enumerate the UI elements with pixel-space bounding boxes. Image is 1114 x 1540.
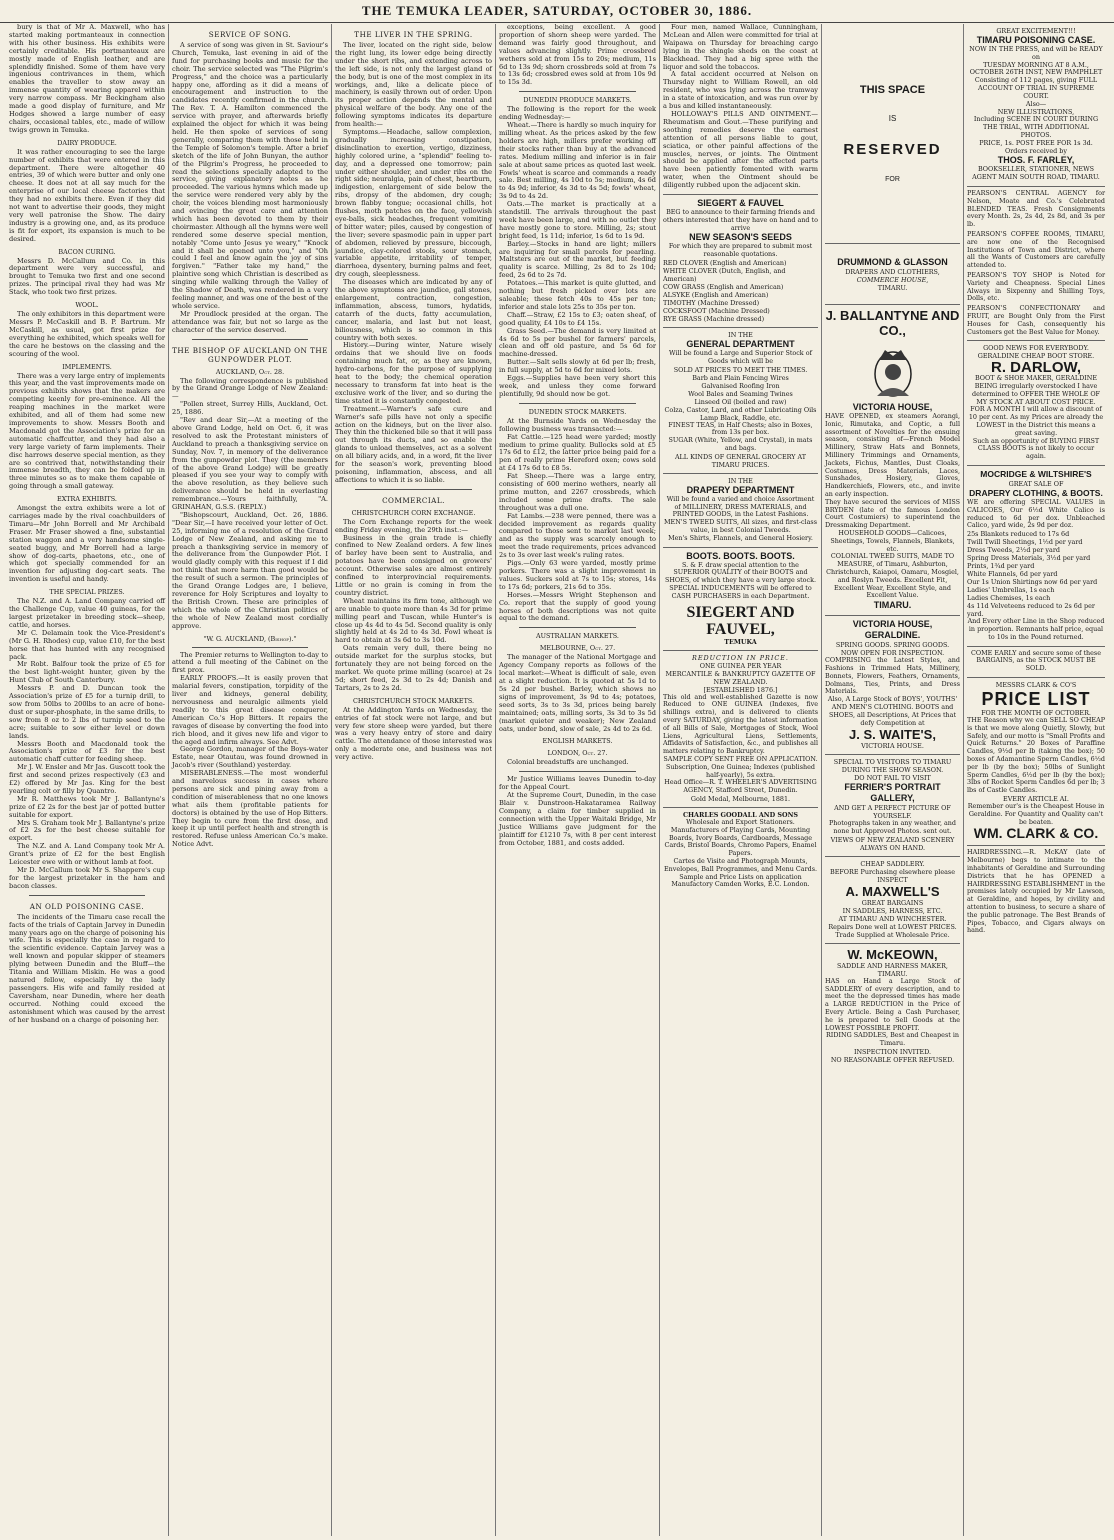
ad-text: COLONIAL TWEED SUITS, MADE TO MEASURE, of Timaru, Ashburton, Christchurch, Kaiapoi, Oamaru, Mosgiel, and Roslyn Tweeds. Excellent Fit, Excellent Wear, Excellent Style, and Excellent Value. [826,552,959,600]
queen-portrait-icon [863,340,923,400]
paragraph: Mr C. Delamain took the Vice-President's (Mr G. H. Rhodes) cup, value £10, for the best horse that has hunted with any recognised pack. [9,628,165,661]
ad-title: VICTORIA HOUSE, GERALDINE. [852,619,933,641]
paragraph: A service of song was given in St. Saviour's Church, Temuka, last evening in aid of the fund for purchasing books and music for the choir. The service selected was "The Pilgrim's Progress," and the choice was a particularly happy one, affording as it did a means of encouragement and instruction to the candidates recently confirmed in the church. The Rev. T. A. Hamilton commenced the service with prayer, and afterwards briefly explained the object for which it was being held. He then spoke of services of song generally, comparing them with those held in the Temple of Solomon's temple. After a brief sketch of the life of John Bunyan, the author of the Pilgrim's Progress, he proceeded to read the selections specially adapted to the service, giving explanatory notes as he proceeded. The various hymns which made up the service were rendered very ably by the choir, the voices blending most harmoniously and evincing the great care and attention which has been devoted to them by their choirmaster. Although all the hymns were well rendered some deserve special mention, notably "Come unto Jesus ye weary," "Knock and it shall be opened unto you," and "Oh could I feel and know again the joy of sins forgiven." "Father take my hand," the plaintive song which Christian is described as singing while walking through the Valley of the Shadow of Death, was rendered in a very feeling manner, and was one of the best of the whole service. [172,41,329,310]
ad-text: HOUSEHOLD GOODS—Calicoes, Sheetings, Towels, Flannels, Blankets, etc. [830,528,955,553]
ad-boots [663,548,818,651]
ad-poisoning-case-pamphlet [967,24,1105,187]
paragraph: George Gordon, manager of the Boys-water Estate, near Otautau, was found drowned in Jacob's river (Southland) yesterday. [172,745,328,770]
ad-text: TUESDAY MORNING AT 8 A.M., OCTOBER 26TH INST, NEW PAMPHLET [969,60,1103,77]
divider [519,403,636,404]
ad-text: Gold Medal, Melbourne, 1881. [690,794,791,803]
divider [519,627,636,628]
ad-come-early [967,647,1105,678]
ad-text: Photographs taken in any weather, and none but Approved Photos. sent out. [828,819,957,836]
column-2 [169,24,332,1536]
ad-text: COME EARLY and secure some of these BARGAINS, as the STOCK MUST BE SOLD. [971,648,1101,673]
ad-text: NOW IN THE PRESS, and will be READY on [969,45,1103,61]
article-title: AN OLD POISONING CASE. [29,901,145,911]
ad-text: Will be found a varied and choice Assortment of MILLINERY, DRESS MATERIALS, and PRINTED GOODS, in the Latest Fashions. [666,494,815,519]
ad-text: S. & F. draw special attention to the SUPERIOR QUALITY of their BOOTS and SHOES, of which they have a very large stock. [664,560,817,585]
ad-text: Also, A Large Stock of BOYS', YOUTHS' AND MEN'S CLOTHING. BOOTS and SHOES, all Descriptions, At Prices that defy Competition at [827,695,958,727]
section-heading: BACON CURING. [58,247,116,256]
paragraph: The N.Z. and A. Land Company took Mr A. Grant's prize of £2 for the best English Leicester ewe with or without lamb at foot. [9,842,165,867]
ad-text: AT TIMARU AND WINCHESTER. [838,914,947,923]
divider [192,647,308,648]
ad-list-item: Our 1s Union Shirtings now 6d per yard [967,578,1098,587]
ad-heading: NEW SEASON'S SEEDS [689,232,792,243]
ad-text: [ESTABLISHED 1876.] [703,685,778,694]
ad-text: HAS on Hand a Large Stock of SADDLERY of every description, and to meet the the depressed times has made a LARGE REDUCTION in the Price of Every Article. Being a Cash Purchaser, he is prepared to Sell Goods at the LOWEST POSSIBLE PROFIT. [825,976,960,1032]
ad-text: Repairs Done well at LOWEST PRICES. [828,922,957,931]
ad-text: ONE GUINEA PER YEAR [699,661,782,670]
ad-victoria-house-geraldine [825,616,960,755]
paragraph: Amongst the extra exhibits were a lot of carriages made by the rival coachbuilders of Timaru—Mr John Borrell and Mr Archibald Fraser. Mr Fraser showed a fine, substantial station waggon and a very handsome single-seated buggy, and Mr Borrell had a large show of dog-carts, phaetons, etc., one of which got specially commended for an invention for adjusting dog-cart seats. The invention is useful and handy. [9,504,165,584]
ad-list-item: WHITE CLOVER (Dutch, English, and American) [663,267,786,284]
paragraph: Wheat.—There is hardly so much inquiry for milling wheat. As the prices asked by the few holders are high, millers prefer working off their stocks rather than buy at the advanced rates. Medium milling and inferior is in fair sale at about same prices as quoted last week. Fowls' wheat is scarce and commands a ready sale. Best milling, 4s 10d to 5s; medium, 4s 6d to 4s 9d; inferior, 4s 3d to 4s 5d; fowls' wheat, 3s 9d to 4s 2d. [499,121,656,201]
ad-pearsons [967,187,1105,341]
ad-text: BEFORE Purchasing elsewhere please INSPECT [830,867,955,884]
ad-title: PRICE LIST [981,689,1091,710]
ad-text: Cartes de Visite and Photograph Mounts, Envelopes, Ball Programmes, and Menu Cards. [663,856,818,873]
paragraph: MISERABLENESS.—The most wonderful and marvelous success in cases where persons are sick and pining away from a condition of miserableness that no one knows what ails them (profitable patients for doctors) is obtained by the use of Hop Bitters. They begin to cure from the first dose, and keep it up until perfect health and strength is restored. Refuse unless American Co.'s make. Notice Advt. [172,769,328,849]
ad-hairdressing [967,846,1105,939]
ad-heading: VICTORIA HOUSE, [852,402,933,412]
ad-list-item: Lamp Black, Raddle, etc. [699,413,782,422]
section-heading: DAIRY PRODUCE. [57,138,117,147]
divider [29,895,145,896]
column-1 [6,24,169,1536]
ad-title: SIEGERT AND FAUVEL, [686,603,795,638]
ad-text: COMMERCE HOUSE, [856,276,929,284]
column-6 [822,24,964,1536]
paragraph: Horses.—Messrs Wright Stephenson and Co. report that the supply of good young horses of both descriptions was not quite equal to the demand. [499,590,656,623]
ad-list-item: RED CLOVER (English and American) [663,259,787,268]
divider [519,771,636,772]
paragraph: Pigs.—Only 63 were yarded, mostly prime porkers. There was a slight improvement in values. Suckers sold at 7s to 15s; stores, 14s to 17s 6d; porkers, 21s 6d to 35s. [499,559,656,591]
ad-text: RIDING SADDLES, Best and Cheapest in Timaru. [826,1031,959,1048]
paragraph: Barley.—Stocks in hand are light; millers are inquiring for small parcels for pearling. Maltsters are out of the market, but feeding quality is scarce. Milling, 2s 8d to 2s 10d; feed, 2s 6d to 2s 7d. [499,239,656,280]
ad-text: Subscription, One Guinea; Indexes (published half-yearly), 5s extra. [666,762,815,779]
ad-list-item: Spring Dress Materials, 3½d per yard [967,554,1091,563]
ad-text: Manufactory Camden Works, E.C. London. [671,880,810,889]
ad-text: TIMARU. [873,600,912,611]
ad-text: This old and well-established Gazette is now Reduced to ONE GUINEA (Indexes, five shillings extra), and is delivered to clients every SATURDAY, giving the latest information of all Bills of Sale, Mortgages of Stock, Wool Liens, Agricultural Liens, Settlements, Affidavits of Satisfaction, &c., and publishes all matters relating to Bankruptcy. [663,692,818,756]
ad-text: MEN'S TWEED SUITS, All sizes, and first-class value, in best Colonial Tweeds. [664,518,817,534]
ad-title: FERRIER'S PORTRAIT GALLERY, [844,782,941,804]
column-5 [660,24,822,1536]
paragraph: Butter.—Salt sells slowly at 6d per lb; fresh, in full supply, at 5d to 6d for mixed lots. [499,358,656,375]
ad-ballantyne [825,305,960,616]
paragraph: Symptoms.—Headache, sallow complexion, gradually increasing constipation, disinclination to exertion, vertigo, dizziness, highly colored urine, a "splendid" feeling to-day, and a depressed one tomorrow; pain under either shoulder, and under ribs on the right side; neuralgia, pain of chest, heartburn, indigestion, enlargement of side below the ribs, dropsy of the abdomen, dry cough; brown flabby tongue; occasional chills, hot flushes, moth patches on the face, yellowish eye-balls, sick headaches, frequent vomiting of bitter water; piles, caused by congestion of the liver; severe spasmodic pain in upper part of abdomen, relieved by pressure, biccough, jaundice, clay-colored stools, sour stomach, variable appetite, irritability of temper, diarrhoea, dysentery, burning palms and feet, dry cough, sleeplessness. [335,127,492,279]
ad-text: BOOT & SHOE MAKER, GERALDINE [974,374,1097,383]
paragraph: HOLLOWAY'S PILLS AND OINTMENT.—Rheumatism and Gout.—These purifying and soothing remedies deserve the earnest attention of all persons liable to gout, sciatica, or other painful affections of the muscles, nerves, or joints. The Ointment should be applied after the affected parts have been patiently fomented with warm water, when the Ointment should be diligently rubbed upon the adjacent skin. [663,109,818,190]
dateline: LONDON, Oct. 27. [547,749,608,758]
ad-darlow [967,341,1105,466]
ad-text: PEARSON'S TOY SHOP is Noted for Variety and Cheapness. Special Lines Always in Sixpenny and Shilling Toys, Dolls, etc. [967,270,1105,303]
ad-text: NOW OPEN FOR INSPECTION. [840,649,945,658]
ad-list-item: Twill Twill Sheetings, 1½d per yard [967,538,1083,547]
ad-text: Including SCENE IN COURT DURING THE TRIAL, WITH ADDITIONAL PHOTOS. [973,115,1099,139]
paragraph: Colonial breadstuffs are unchanged. [507,758,629,767]
paragraph: Fat Sheep.—There was a large entry, consisting of 600 merino wethers, nearly all prime mutton, and 2267 crossbreds, which included some prime drafts. The sale throughout was a dull one. [499,472,656,512]
ad-list-item: COW GRASS (English and American) [663,283,784,292]
ad-list-item: TIMOTHY (Machine Dressed) [663,299,760,308]
reserved-line: FOR [885,176,900,183]
paragraph: The liver, located on the right side, below the right lung, its lower edge being directly under the short ribs, and extending across to the left side, is not only the largest gland of the body, but is one of the most complex in its workings, and, like a delicate piece of machinery, is easily thrown out of order. Upon its proper action depends the mental and physical welfare of the body. Any one of the following symptoms indicates its departure from health:— [335,41,492,129]
section-heading: CHRISTCHURCH CORN EXCHANGE. [351,508,476,517]
paragraph: The manager of the National Mortgage and Agency Company reports as follows of the local market:—Wheat is difficult of sale, even at a slight reduction. It is quoted at 5s 1d to 5s 2d per bushel. Barley, which shows no signs of improvement, 3s 9d to 4s; potatoes, seed sorts, 3s to 3s 3d, prices being barely maintained; oats, milling sorts, 3s 3d to 3s 5d (market quieter and weaker); New Zealand oats, under bond, slow of sale, 2s 4d to 2s 6d. [499,653,656,733]
ad-text: IN THE [728,476,753,485]
paragraph: Four men, named Wallace, Cunningham, McLean and Allen were committed for trial at Waipawa on Thursday for breaching cargo lying in the shingle sheds on the coast at Blackhead. They had a big spree with the liquor and sold the tobaccos. [663,24,818,71]
paragraph: Mr D. McCallum took Mr S. Shappere's cup for the largest prizetaker in the ham and bacon classes. [9,866,165,890]
ad-text: NO REASONABLE OFFER REFUSED. [830,1056,955,1065]
paragraph: Messrs Booth and Macdonald took the Association's prize of £3 for the best automatic chaff cutter for feeding sheep. [9,739,165,764]
ad-text: TEMUKA [724,637,757,646]
section-heading: THE SPECIAL PRIZES. [49,588,125,597]
ad-list-item: Galvanised Roofing Iron [701,381,780,390]
ad-title: DRUMMOND & GLASSON [837,257,948,267]
ad-text: SPECIAL INDUCEMENTS will be offered to CASH PURCHASERS in each Department. [669,583,812,600]
article-title: THE BISHOP OF AUCKLAND ON THE GUNPOWDER PLOT. [172,345,328,364]
ad-list-item: Prints, 1¾d per yard [967,562,1035,571]
ad-text: SOLD AT PRICES TO MEET THE TIMES. [673,365,808,374]
ad-text: BEG to announce to their farming friends and others interested that they have on hand and to arrive [663,208,818,232]
ad-title: CHARLES GOODALL AND SONS [682,810,799,819]
paragraph: Eggs.—Supplies have been very short this week, and unless they come forward plentifully, 9d should now be got. [499,374,656,398]
ad-heading: MESSRS CLARK & CO'S [995,681,1077,690]
ad-text: DO NOT FAIL TO VISIT [854,774,931,783]
paragraph: The following is the report for the week ending Wednesday:— [499,105,656,122]
ad-goodall [663,808,818,893]
ad-text: Will be found a Large and Superior Stock of Goods which will be [669,349,812,365]
paragraph: The Corn Exchange reports for the week ending Friday evening, the 29th inst.:— [335,517,492,534]
ad-list-item: ALSYKE (English and American) [663,291,769,300]
ad-text: NEW ILLUSTRATIONS, [997,108,1075,117]
paragraph: Oats.—The market is practically at a standstill. The arrivals throughout the past week have been large, and with no outlet they have mostly gone to store. Milling, 2s; stout bright feed, 1s 11d; inferior, 1s 6d to 1s 9d. [499,200,656,240]
paragraph: The following correspondence is published by the Grand Orange Lodge of New Zealand:— [172,376,328,401]
ad-text: And Every other Line in the Shop reduced in proportion. Remnants half price, equal to 10s in the Pound returned. [967,617,1105,641]
ad-list-item: White Flannels, 6d per yard [967,570,1058,579]
column-4 [496,24,660,1536]
paragraph: The Premier returns to Wellington to-day to attend a full meeting of the Cabinet on the first prox. [172,650,328,675]
ad-text: SUGAR (White, Yellow, and Crystal), in mats and bags. [668,436,813,452]
paragraph: Fat Lambs.—238 were penned, there was a decided improvement as regards quality compared to those sent to market last week; and as the supply was scarcely enough to meet the trade requirements, prices advanced 2s to 3s over last week's ruling rates. [499,511,656,560]
ad-text: SAMPLE COPY SENT FREE ON APPLICATION. [663,754,818,763]
paragraph: Mr Proudlock presided at the organ. The attendance was fair, but not so large as the character of the service deserved. [172,309,328,334]
ad-text: Consisting of 112 pages, giving FULL ACCOUNT OF TRIAL IN SUPREME COURT. [974,76,1098,100]
paragraph: Potatoes.—This market is quite glutted, and nothing but fresh picked over lots are saleable; these fetch 40s to 45s per ton; inferior and stale lots 25s to 35s per ton. [499,279,656,311]
dateline: AUCKLAND, Oct. 28. [215,367,285,376]
reserved-line: IS [888,114,897,123]
ad-cheap-saddlery [825,857,960,944]
ad-text: PEARSON'S COFFEE ROOMS, TIMARU, are now one of the Recognised Institutions of Town and District, where all the Wants of Customers are carefully attended to. [967,229,1105,270]
ad-mckeown [825,944,960,1068]
section-heading: AUSTRALIAN MARKETS. [536,632,619,641]
ad-title: SIEGERT & FAUVEL [697,198,784,209]
ad-ferrier-gallery [825,755,960,857]
paragraph: Mr Justice Williams leaves Dunedin to-day for the Appeal Court. [499,775,656,792]
paragraph: The only exhibitors in this department were Messrs P. McCaskill and B. P. Bartrum. Mr McCaskill, as usual, got first prize for everything he exhibited, which speaks well for the care he bestows on the classing and the scouring of the wool. [9,310,165,358]
paragraph: Mr R. Matthews took Mr J. Ballantyne's prize of £2 2s for the best jar of potted butter suitable for export. [9,794,165,819]
paragraph: It was rather encouraging to see the large number of exhibits that were entered in this department. There were altogether 40 entries, 39 of which were butter and only one cheese. It does not at all say much for the enterprise of our local cheese factories that they had no exhibits there. Even if they did not want to advertise their goods, they might very well patronise the Show. The dairy industry is a growing one, and, as its produce is fit for export, its expansion is much to be desired. [9,147,165,243]
ad-drapery-department [663,474,818,548]
ad-text: BEING irregularly overstocked I have determined to OFFER THE WHOLE OF MY STOCK AT ABOUT COST PRICE. [972,382,1100,406]
ad-text: PEARSON'S CENTRAL AGENCY for Nelson, Moate and Co.'s Celebrated BLENDED TEAS. Fresh Consignments every Month. 2s, 2s 4d, 2s 8d, and 3s per lb. [967,188,1105,229]
column-3 [332,24,496,1536]
ad-text: IN THE [728,331,753,340]
ad-text: For which they are prepared to submit most reasonable quotations. [668,242,813,259]
ad-text: They have secured the services of MISS BRYDEN (late of the famous London Court Costumiers) to superintend the Dressmaking Department. [825,497,960,530]
ad-text: PRICE, 1s. POST FREE FOR 1s 3d. [979,138,1093,147]
ad-text: EVERY ARTICLE AI. [1003,795,1069,803]
ad-title: J. S. WAITE'S, [849,727,936,743]
ad-list-item: COCKSFOOT (Machine Dressed) [663,307,770,316]
ad-list-item: Dress Tweeds, 2½d per yard [967,546,1060,555]
ad-text: Sample and Price Lists on application [679,872,802,881]
ad-text: ALL KINDS OF GENERAL GROCERY AT TIMARU PRICES. [674,452,807,469]
paragraph: exceptions, being excellent. A good proportion of shorn sheep were yarded. The demand was fairly good throughout, and values advancing slightly. Prime crossbred wethers sold at from 15s to 20s; medium, 11s 6d to 13s 9d; shorn crossbreds sold at from 7s to 13s 6d; crossbred ewes sold at from 10s 9d to 15s 3d. [499,24,656,87]
ad-siegert-seeds [663,194,818,328]
ad-list-item: Barb and Plain Fencing Wires [692,373,789,382]
paragraph: The N.Z. and A. Land Company carried off the Challenge Cup, value 40 guineas, for the largest prizetaker in breeding stock—sheep, cattle, and horses. [9,597,165,629]
newspaper-page [6,24,1108,1536]
ad-text: FOR THE MONTH OF OCTOBER. [981,709,1091,718]
ad-list-item: 4s 11d Velveteens reduced to 2s 6d per yard. [967,602,1095,619]
ad-text: IN SADDLES, HARNESS, ETC. [842,906,943,915]
ad-text: TIMARU. [877,284,908,292]
ad-text: WE are offering SPECIAL VALUES in CALICOES, Our 6½d White Calico is reduced to 6d per dox. Unbleached Calico, yard wide, 2s 9d per doz. [967,498,1105,530]
ad-text: BOOKSELLER, STATIONER, NEWS AGENT MAIN SOUTH ROAD, TIMARU. [972,165,1100,182]
paragraph: Mr Robt. Balfour took the prize of £5 for the best light-weight hunter, given by the Hunt Club of South Canterbury. [9,660,165,685]
ad-text: VIEWS OF NEW ZEALAND SCENERY ALWAYS ON HAND. [830,835,955,852]
ad-text: THE Reason why we can SELL SO CHEAP is that we move along Quietly, Slowly, but Safely, and our motto is "Small Profits and Quick Returns." 20 Boxes of Paraffine Candles, 9½d per lb (taking the box); 50 boxes of Adamantine Sperm Candles, 6½d per lb (by the box); 50lbs of Sunlight Sperm Candles, 6½d per lb (by the box); 3lbs of Rocket Sperm Candles 6d per lb; 3 lbs of Castle Candles. [967,716,1105,795]
paragraph: History.—During winter, Nature wisely ordains that we should live on foods containing much fat, or, as they are known, hydro-carbons, for the purpose of supplying heat to the body; the chemical operation necessary to transform fat into heat is the exclusive work of the liver, and so during the time stated it is constantly congested. [335,341,492,405]
ad-list-item: 25s Blankets reduced to 17s 6d [967,530,1070,539]
paragraph: Oats remain very dull, there being no outside market for the surplus stocks, but fortunately they are not being forced on the market. We quote prime milling (scarce) at 2s 5d; short feed, 2s 3d to 2s 4d; Danish and Tartars, 2s to 2s 2d. [335,644,492,692]
section-heading: DUNEDIN STOCK MARKETS. [528,407,627,416]
paragraph: The incidents of the Timaru case recall the facts of the trials of Captain Jarvey in Dunedin many years ago on the charge of poisoning his wife. This is especially the case in regard to the scientific evidence. Captain Jarvey was a well known and popular skipper of steamers plying between Dunedin and the Bluff—the Titania and William Miskin. He was a good natured fellow, especially by the lady passengers. His wife and family resided at Caversham, near Dunedin, where her death occurred. Nothing could exceed the astonishment which was caused by the arrest of her husband on a charge of poisoning her. [9,912,165,1024]
section-title: COMMERCIAL. [382,495,445,505]
ad-heading: GENERAL DEPARTMENT [686,339,795,350]
ad-text: HAVE OPENED, ex steamers Aorangi, Ionic, Rimutaka, and Coptic, a full assortment of Novelties for the ensuing season, consisting of—French Model Millinery, Straw Hats and Bonnets, Millinery Trimmings and Ornaments, Jackets, Fichus, Mantles, Dust Cloaks, Costumes, Dress Materials, Laces, Sunshades, Hosiery, Gloves, Handkerchiefs, Flowers, etc., and invite an early inspection. [825,412,960,498]
paragraph: EARLY PROOFS.—It is easily proven that malarial fevers, constipation, torpidity of the liver and kidneys, general debility, nervousness and neuralgic ailments yield readily to this great disease conqueror, American Co.'s Hop Bitters. It repairs the ravages of disease by converting the food into rich blood, and it gives new life and vigor to the aged and infirm always. See Advt. [172,674,328,746]
ad-heading: GERALDINE CHEAP BOOT STORE. [977,352,1095,361]
section-heading: WOOL. [75,301,99,310]
ad-title: TIMARU POISONING CASE. [976,35,1096,45]
signature: "W. G. AUCKLAND, (Bishop)." [203,634,297,643]
ad-mercantile-gazette [663,651,818,808]
paragraph: Chaff.—Straw, £2 15s to £3; oaten sheaf, of good quality, £4 10s to £4 15s. [499,310,656,327]
article-title: SERVICE OF SONG. [208,30,292,39]
ad-text: Trade Supplied at Wholesale Price. [835,930,950,939]
paragraph: At the Supreme Court, Dunedin, in the case Blair v. Dunstroon-Hakataramea Railway Company, a claim for timber supplied in connection with the Upper Waitaki Bridge, Mr Justice Williams gave judgment for the plaintiff for £1210 7s, with 8 per cent interest from October, 1881, and costs added. [499,791,656,847]
ad-text: GREAT BARGAINS [861,898,924,907]
ad-text: Men's Shirts, Flannels, and General Hosiery. [668,533,813,542]
ad-text: Head Office—R. T. WHEELER'S ADVERTISING AGENCY, Stafford Street, Dunedin. [664,778,817,795]
ad-list-item: Ladies Chemises, 1s each [967,594,1051,603]
paragraph: Fat Cattle.—125 head were yarded; mostly medium to prime quality. Bullocks sold at £5 17s 6d to £12, the latter price being paid for a pen of really prime Hereford oxen; cows sold at £4 17s 6d to £8 5s. [499,432,656,473]
ad-text: GREAT SALE OF [1008,480,1064,489]
paragraph: Messrs D. McCallum and Co. in this department were very successful, and brought to Temuka two first and one second prizes. The principal rival they had was Mr Stack, who took two first prizes. [9,256,165,297]
paragraph: Business in the grain trade is chiefly confined to New Zealand orders. A few lines of barley have been sent to Australia, and potatoes have been consigned on growers' account. Otherwise sales are almost entirely confined to interprovincial requirements. Little or no grain is coming in from the country district. [335,533,492,597]
ad-reserved-space [825,24,960,244]
divider [519,91,636,92]
ad-heading: REDUCTION IN PRICE. [692,653,789,662]
section-heading: CHRISTCHURCH STOCK MARKETS. [352,696,475,705]
paragraph: Mr J. W. Ensler and Mr Jas. Guscott took the first and second prizes respectively (£3 and £2) offered by Mr Jas. King for the best yearling colt or filly by Quantro. [9,763,165,795]
ad-list-item: Ladies' Umbrellas, 1s each [967,586,1055,595]
ad-title: W. McKEOWN, [847,946,938,962]
ad-title: R. DARLOW, [991,359,1081,377]
ad-text: INSPECTION INVITED. [853,1048,932,1057]
ad-heading: GOOD NEWS FOR EVERYBODY. [983,344,1089,353]
ad-text: AND GET A PERFECT PICTURE OF YOURSELF. [834,804,951,821]
ad-title: MOCRIDGE & WILTSHIRE'S [980,469,1092,480]
ad-text: SADDLE AND HARNESS MAKER, TIMARU. [837,961,948,978]
ad-title: J. BALLANTYNE AND CO., [825,308,960,338]
ad-title: WM. CLARK & CO. [973,825,1099,842]
dateline: MELBOURNE, Oct. 27. [539,644,616,653]
ad-text: SPRING GOODS. SPRING GOODS. [835,641,950,650]
section-heading: IMPLEMENTS. [62,362,112,371]
ad-drummond-glasson [825,244,960,305]
divider [192,339,308,340]
ad-general-department [663,328,818,474]
paragraph: Grass Seed.—The demand is very limited at 4s 6d to 5s per bushel for farmers' parcels, clean and off old pasture, and 5s 6d for machine-dressed. [499,326,656,359]
column-7 [964,24,1108,1536]
paragraph: Wheat maintains its firm tone, although we are unable to quote more than 4s 3d for prime milling pearl and Tuscan, while Hunter's is close up 4s 4d to 4s 5d. Second quality is only slightly held at 4s 2d to 4s 3d. Fowl wheat is hard to obtain at 3s 6d to 3s 10d. [335,596,492,645]
ad-text: VICTORIA HOUSE. [861,742,924,751]
paragraph: "Pollen street, Surrey Hills, Auckland, Oct. 25, 1886. [172,400,328,417]
ad-text: Such an opportunity of BUYING FIRST CLASS BOOTS is not likely to occur again. [972,436,1100,461]
divider [355,489,472,490]
paragraph: At the Addington Yards on Wednesday, the entries of fat stock were not large, and but very few store sheep were yarded, but there was a very heavy entry of store and dairy cattle. The attendance of those interested was only a moderate one, and business was not very active. [335,705,492,762]
ad-text: DRAPERS AND CLOTHIERS, [845,268,940,276]
ad-heading: DRAPERY CLOTHING, & BOOTS. [969,488,1103,499]
paragraph: "Rev and dear Sir,—At a meeting of the above Grand Lodge, held on Oct. 6, it was resolved to ask the Protestant ministers of Auckland to preach a thanksgiving service on Sunday, Nov. 7, in memory of the deliverance from the gunpowder plot. They (the members of the above Grand Lodge) will be greatly pleased if you see your way to comply with the above resolution, as they believe such deliverance should be held in everlasting remembrance.—Yours faithfully, "A. GRINAHAN, G.S.S. (REPLY.) [172,416,328,512]
ad-text: Orders received by [1005,146,1067,155]
ad-list-item: Linseed Oil (boiled and raw) [694,397,787,406]
paragraph: Mrs S. Graham took Mr J. Ballantyne's prize of £2 2s for the best cheese suitable for export. [9,818,165,843]
ad-clark-price-list [967,678,1105,846]
ad-list-item: RYE GRASS (Machine dressed) [663,315,765,324]
ad-mocridge-wiltshire [967,466,1105,647]
ad-list-item: Wool Bales and Seaming Twines [688,389,793,398]
ad-text: HAIRDRESSING.—R. McKAY (late of Melbourne) begs to intimate to the inhabitants of Geraldine and Surrounding Districts that he has OPENED a HAIRDRESSING ESTABLISHMENT in the premises lately occupied by Mr Lawson, at Geraldine, and hopes, by civility and attention to business, to secure a share of the public patronage. The Best Brands of Pipes, Tobacco, and Cigars always on hand. [967,848,1105,935]
paragraph: At the Burnside Yards on Wednesday the following business was transacted:— [499,416,656,433]
ad-text: FOR A MONTH I will allow a discount of 10 per cent. As my Prices are already the LOWEST in the District this means a great saving. [968,405,1104,437]
ad-title: THOS. F. FARLEY, [997,155,1075,166]
ad-heading: GREAT EXCITEMENT!!! [996,27,1076,35]
paragraph: There was a very large entry of implements this year, and the vast improvements made on previous exhibits shows that the makers are competing keenly for pre-eminence. All the reaping machines in the market were exhibited, and all of them had some new improvements to show. Messrs Booth and Macdonald got the Association's prize for an automatic chaffcutter, and they had also a very large variety of farm implements. Their disc harrows deserve special mention, as they are so contrived that, notwithstanding their immense breadth, they can be folded up in three minutes so as to make them capable of going through a small gateway. [9,371,165,491]
ad-text: Remember our's is the Cheapest House in Geraldine. For Quantity and Quality can't be beaten. [967,802,1105,826]
section-heading: EXTRA EXHIBITS. [57,495,117,504]
ad-list-item: Colza, Castor, Lard, and other Lubricating Oils [664,405,817,414]
article-title: THE LIVER IN THE SPRING. [354,30,473,39]
ad-heading: BOOTS. BOOTS. BOOTS. [686,550,795,561]
reserved-line: THIS SPACE [859,84,926,96]
ad-heading: DRAPERY DEPARTMENT [686,484,795,495]
ad-text: Also— [1025,99,1047,108]
ad-text: COMPRISING the Latest Styles, and Fashions in Trimmed Hats, Millinery, Bonnets, Flowers, Feathers, Ornaments, Dolmans, Ties, Prints, and Dress Materials. [825,656,960,696]
ad-text: MERCANTILE & BANKRUPTCY GAZETTE OF NEW ZEALAND. [665,669,816,686]
paragraph: The diseases which are indicated by any of the above symptoms are jaundice, gall stones, enlargement, contraction, congestion, inflammation, abscess, tumors, hydatids, catarrh of the ducts, fatty accumulation, cancer, malaria, and last but not least, biliousness, which is so common in this country with both sexes. [335,278,492,342]
section-heading: ENGLISH MARKETS. [542,737,613,746]
paragraph: "Bishopscourt, Auckland, Oct. 26, 1886. "Dear Sir,—I have received your letter of Oct. 25, informing me of a resolution of the Grand Lodge of New Zealand, and asking me to preach a thanksgiving service in memory of the deliverance from the Gunpowder Plot. I would gladly comply with this request if I did not think that more harm than good would be the result of such a sermon. The principles of the Grand Orange Lodges are, I believe, reverence for Holy Scriptures and loyalty to the British Crown. These are principles of which the whole of the Christian politics of the whole of New Zealand most cordially approve. [172,510,328,630]
ad-text: FINEST TEAS, in Half Chests; also in Boxes, from 13s per box. [668,420,813,437]
paragraph: Messrs P. and D. Duncan took the Association's prize of £5 for a turnip drill, to sow from 50lbs to 200lbs to an acre of bone-dust or super-phosphate, in the same drills, to sow from 8 oz to 2 lbs of turnip seed to the acre; suitable to sow either level or down lands. [9,684,165,740]
section-heading: DUNEDIN PRODUCE MARKETS. [523,96,632,105]
ad-heading: CHEAP SADDLERY. [860,859,925,868]
ad-text: PEARSON'S CONFECTIONARY and FRUIT, are Bought Only from the First Houses for Cash, consequently his Customers get the Best Value for Money. [967,304,1105,336]
paragraph: bury is that of Mr A. Maxwell, who has started making portmanteaux in connection with his other business. His exhibits were certainly creditable. His portmanteaux are mostly made of English leather, and are splendidly finished. Some of them have very ingenious contrivances in them, which enables the traveller to stow away an immense quantity of wearing apparel within very narrow compass. Mr Beckingham also made a good display of furniture, and Mr Hodges showed a large number of easy chairs, occasional tables, etc., made of willow twigs grown in Temuka. [9,24,165,134]
paragraph: Treatment.—Warner's safe cure and Warner's safe pills have not only a specific action on the kidneys, but on the liver also. They thin the thickened bile so that it will pass out through its ducts, and so enable the glands to unload themselves, act as a solvent on all biliary acids, and, in a word, fit the liver for the season's work, preventing blood poisoning, inflammation, abscess, and all affections to which it is so liable. [335,404,492,484]
ad-heading: SPECIAL TO VISITORS TO TIMARU DURING THE SHOW SEASON. [833,758,952,775]
ad-title: A. MAXWELL'S [845,883,940,899]
reserved-line: RESERVED [843,141,942,158]
paragraph: A fatal accident occurred at Nelson on Thursday night to William Rowell, an old resident, who was lying across the tramway in a state of intoxication, and was run over by a bus and killed instantaneously. [663,70,818,111]
ad-text: Wholesale and Export Stationers. Manufacturers of Playing Cards, Mounting Boards, Ivory Boards, Cardboards, Message Cards, Bristol Boards, Chromo Papers, Enamel Papers. [664,817,817,858]
masthead: THE TEMUKA LEADER, SATURDAY, OCTOBER 30, 1886. [0,0,1114,23]
